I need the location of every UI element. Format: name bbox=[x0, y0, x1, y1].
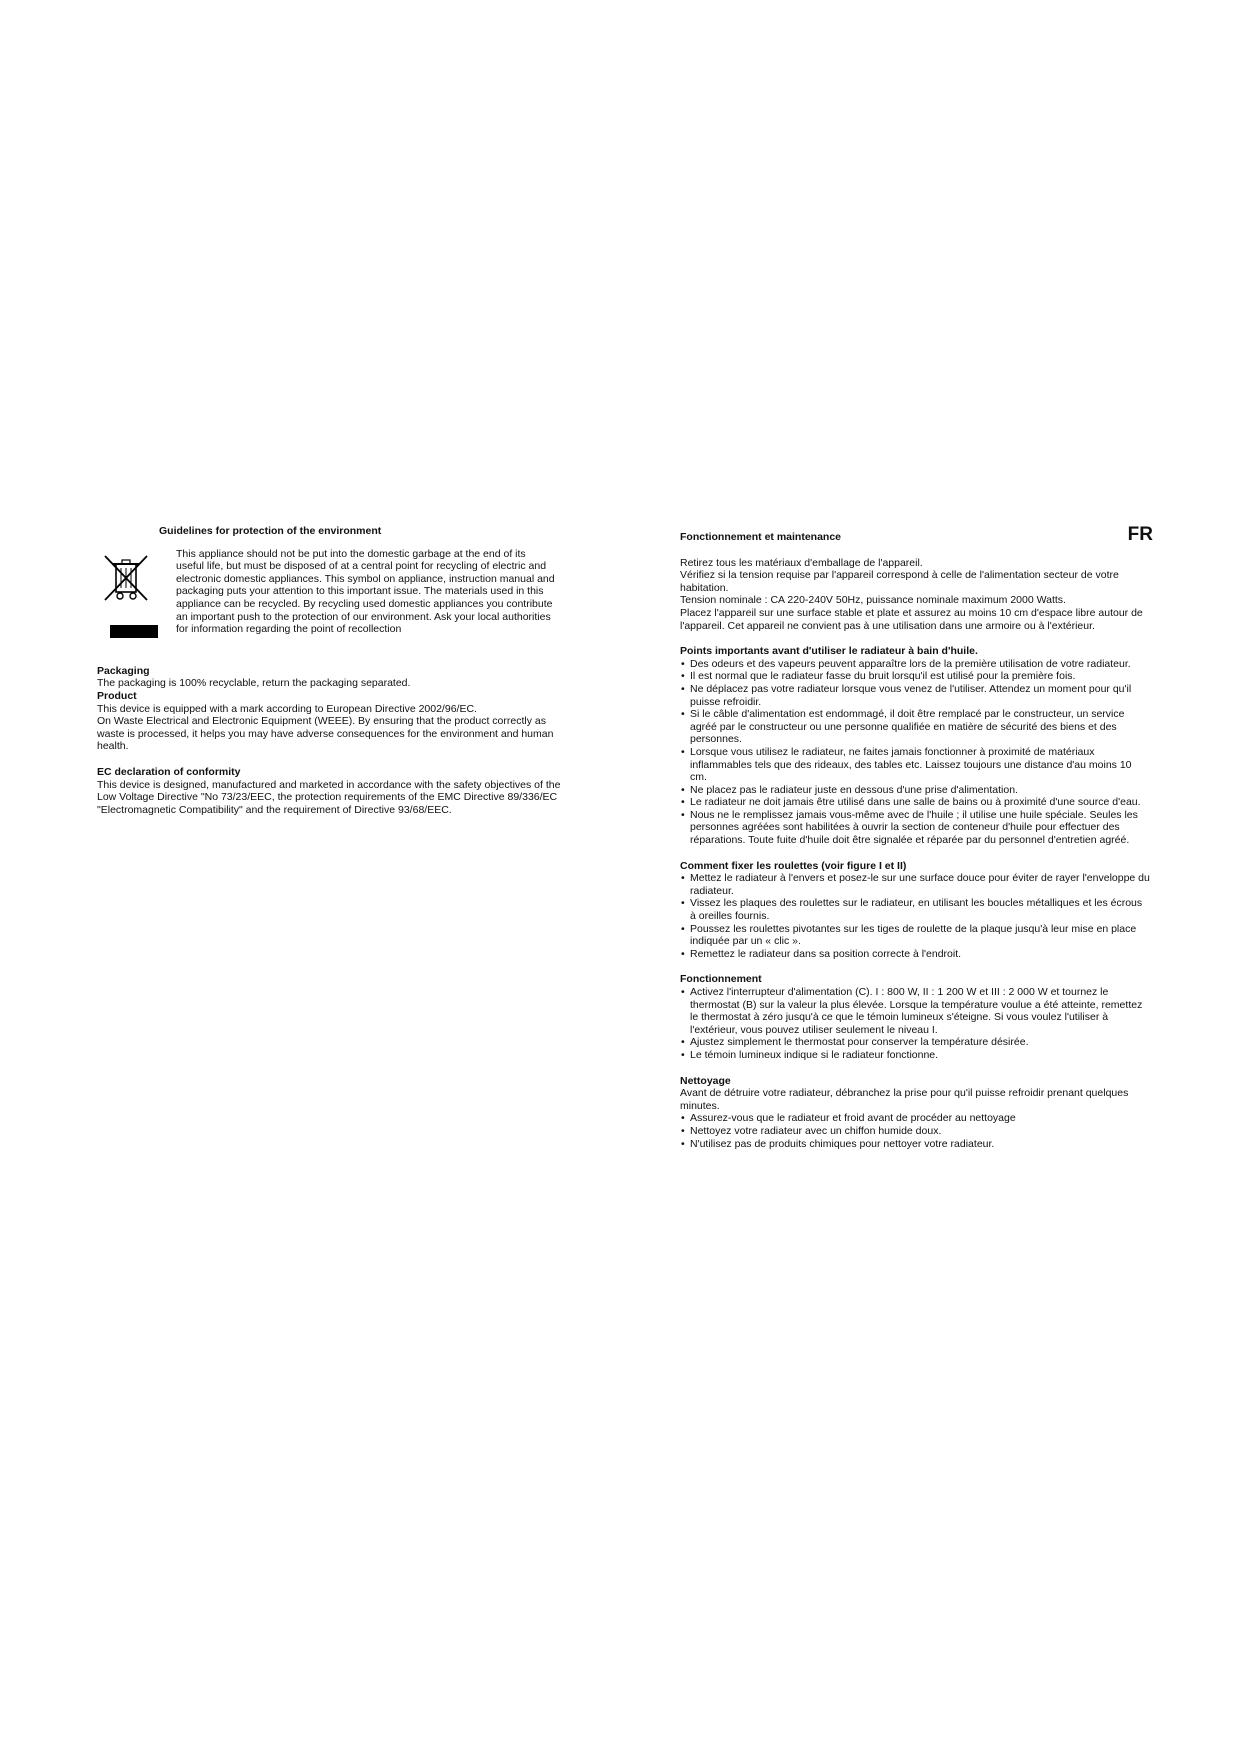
ec-title: EC declaration of conformity bbox=[97, 765, 241, 778]
fm-line: Placez l'appareil sur une surface stable et plate et assurez au moins 10 cm d'espace libre autour de l'appareil. Cet appareil ne convient pas à une utilisation dans une armoire ou à l'extérieur. bbox=[680, 606, 1143, 632]
list-item: • Activez l'interrupteur d'alimentation (C). I : 800 W, II : 1 200 W et III : 2 000 W et tournez le thermostat (B) sur la valeur la plus élevée. Lorsque la température voulue a été atteinte, remettez le thermostat à zéro jusqu'à ce que le témoin lumineux s'éteigne. Si vous voulez l'utiliser à l'extérieur, vous pouvez utiliser seulement le niveau I. bbox=[680, 986, 1150, 1036]
fm-title: Fonctionnement et maintenance bbox=[680, 531, 842, 543]
operation-list bbox=[680, 986, 1150, 1062]
cleaning-text: Avant de détruire votre radiateur, débranchez la prise pour qu'il puisse refroidir prenant quelques minutes. bbox=[680, 1087, 1129, 1112]
wheels-list bbox=[680, 872, 1150, 960]
product-title: Product bbox=[97, 689, 137, 702]
right-column bbox=[680, 524, 1153, 1150]
list-item: • Nous ne le remplissez jamais vous-même avec de l'huile ; il utilise une huile spéciale. Seules les personnes agréées sont habilitées à ouvrir la section de conteneur d'huile pour effectuer des réparations. Toute fuite d'huile doit être signalée et réparée par du personnel d'entretien agréé. bbox=[680, 809, 1150, 847]
operation-title: Fonctionnement bbox=[680, 973, 762, 986]
ec-text: This device is designed, manufactured and marketed in accordance with the safety objectives of the Low Voltage Directive "No 73/23/EEC, the protection requirements of the EMC Directive 89/336/EC "Electromagnetic Compatibility" and the requirement of Directive 93/68/EEC. bbox=[97, 778, 561, 816]
product-text-2: On Waste Electrical and Electronic Equipment (WEEE). By ensuring that the product correctly as waste is processed, it helps you may have adverse consequences for the environment and human health. bbox=[97, 715, 554, 753]
list-item: • Ne déplacez pas votre radiateur lorsque vous venez de l'utiliser. Attendez un moment pour qu'il puisse refroidir. bbox=[680, 683, 1150, 708]
list-item: • N'utilisez pas de produits chimiques pour nettoyer votre radiateur. bbox=[680, 1138, 1150, 1151]
environment-section bbox=[97, 548, 567, 636]
fm-line: Retirez tous les matériaux d'emballage de l'appareil. bbox=[680, 556, 923, 569]
list-item: • Ne placez pas le radiateur juste en dessous d'une prise d'alimentation. bbox=[680, 784, 1150, 797]
list-item: • Mettez le radiateur à l'envers et posez-le sur une surface douce pour éviter de rayer l'enveloppe du radiateur. bbox=[680, 872, 1150, 897]
list-item: • Le témoin lumineux indique si le radiateur fonctionne. bbox=[680, 1049, 1150, 1062]
list-item: • Remettez le radiateur dans sa position correcte à l'endroit. bbox=[680, 948, 1150, 961]
cleaning-title: Nettoyage bbox=[680, 1074, 731, 1087]
packaging-title: Packaging bbox=[97, 664, 150, 677]
left-column bbox=[97, 525, 567, 816]
cleaning-list bbox=[680, 1112, 1150, 1150]
weee-black-bar bbox=[110, 625, 158, 638]
list-item: • Vissez les plaques des roulettes sur le radiateur, en utilisant les boucles métalliques et les écrous à oreilles fournis. bbox=[680, 897, 1150, 922]
points-list bbox=[680, 658, 1150, 847]
list-item: • Assurez-vous que le radiateur et froid avant de procéder au nettoyage bbox=[680, 1112, 1150, 1125]
list-item: • Si le câble d'alimentation est endommagé, il doit être remplacé par le constructeur, un service agréé par le constructeur ou une personne qualifiée en matière de sécurité des biens et des personnes. bbox=[680, 708, 1150, 746]
list-item: • Le radiateur ne doit jamais être utilisé dans une salle de bains ou à proximité d'une source d'eau. bbox=[680, 796, 1150, 809]
product-text-1: This device is equipped with a mark according to European Directive 2002/96/EC. bbox=[97, 702, 477, 715]
list-item: • Lorsque vous utilisez le radiateur, ne faites jamais fonctionner à proximité de matériaux inflammables tels que des rideaux, des tables etc. Laissez toujours une distance d'au moins 10 cm. bbox=[680, 746, 1150, 784]
weee-crossed-bin-icon bbox=[103, 554, 149, 602]
environment-title: Guidelines for protection of the environment bbox=[159, 525, 382, 537]
fm-line: Tension nominale : CA 220-240V 50Hz, puissance nominale maximum 2000 Watts. bbox=[680, 594, 1066, 607]
list-item: • Poussez les roulettes pivotantes sur les tiges de roulette de la plaque jusqu'à leur mise en place indiquée par un « clic ». bbox=[680, 923, 1150, 948]
list-item: • Des odeurs et des vapeurs peuvent apparaître lors de la première utilisation de votre radiateur. bbox=[680, 658, 1150, 671]
list-item: • Nettoyez votre radiateur avec un chiffon humide doux. bbox=[680, 1125, 1150, 1138]
language-code: FR bbox=[1127, 524, 1153, 545]
points-title: Points importants avant d'utiliser le radiateur à bain d'huile. bbox=[680, 645, 978, 658]
environment-text: This appliance should not be put into the domestic garbage at the end of its useful life, but must be disposed of at a central point for recycling of electric and electronic domestic appliances. This symbol on appliance, instruction manual and packaging puts your attention to this important issue. The materials used in this appliance can be recycled. By recycling used domestic appliances you contribute an important push to the protection of our environment. Ask your local authorities for information regarding the point of recollection bbox=[176, 547, 555, 636]
fm-line: Vérifiez si la tension requise par l'appareil correspond à celle de l'alimentation secteur de votre habitation. bbox=[680, 569, 1119, 594]
list-item: • Ajustez simplement le thermostat pour conserver la température désirée. bbox=[680, 1036, 1150, 1049]
packaging-text: The packaging is 100% recyclable, return the packaging separated. bbox=[97, 677, 411, 690]
list-item: • Il est normal que le radiateur fasse du bruit lorsqu'il est utilisé pour la première fois. bbox=[680, 670, 1150, 683]
wheels-title: Comment fixer les roulettes (voir figure I et II) bbox=[680, 859, 907, 872]
